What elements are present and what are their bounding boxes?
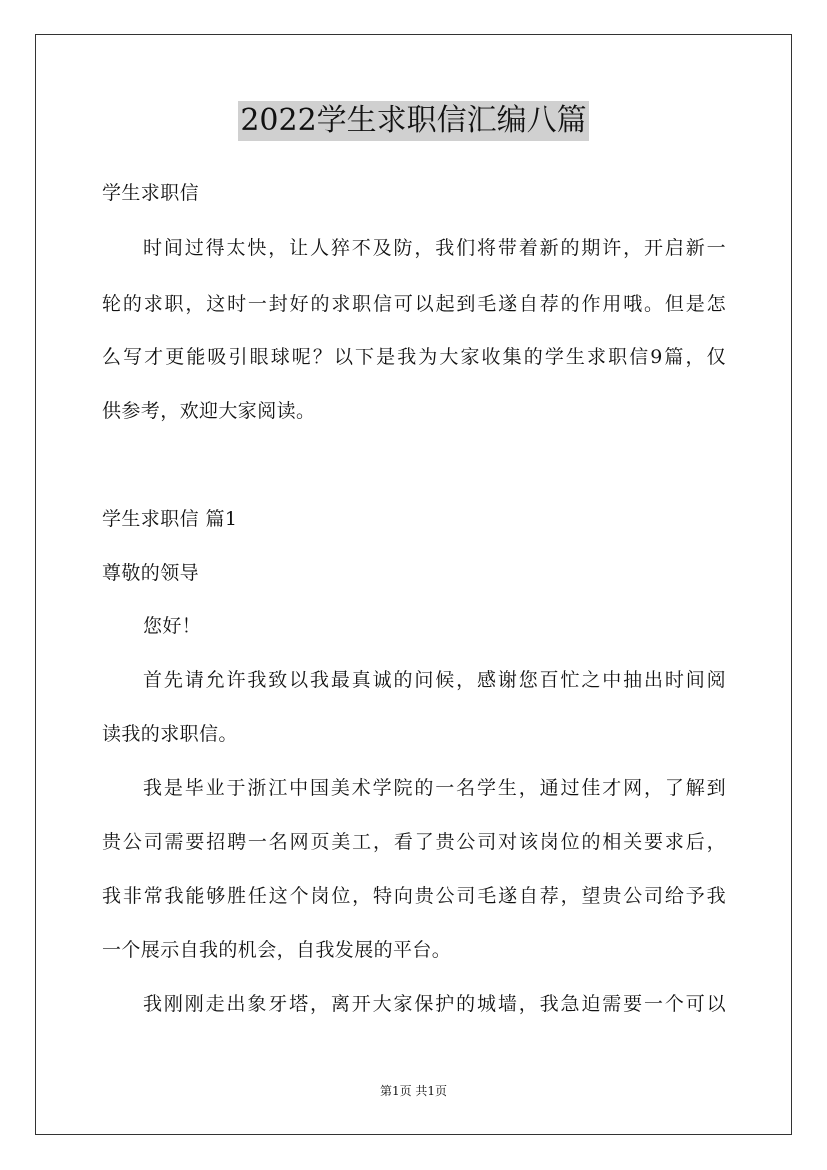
section-heading: 学生求职信 — [102, 182, 200, 204]
paragraph-line: 供参考，欢迎大家阅读。 — [102, 400, 316, 422]
paragraph-line: 轮的求职，这时一封好的求职信可以起到毛遂自荐的作用哦。但是怎 — [102, 293, 726, 315]
paragraph-line: 我是毕业于浙江中国美术学院的一名学生，通过佳才网，了解到 — [143, 777, 726, 799]
paragraph-line: 我刚刚走出象牙塔，离开大家保护的城墙，我急迫需要一个可以 — [143, 993, 726, 1015]
paragraph-line: 首先请允许我致以我最真诚的问候，感谢您百忙之中抽出时间阅 — [143, 669, 726, 691]
title-container — [0, 101, 827, 141]
salutation: 尊敬的领导 — [102, 562, 200, 584]
paragraph-line: 贵公司需要招聘一名网页美工，看了贵公司对该岗位的相关要求后， — [102, 831, 726, 853]
letter-heading: 学生求职信 篇1 — [102, 508, 238, 530]
document-title: 2022学生求职信汇编八篇 — [238, 101, 588, 141]
paragraph-line: 时间过得太快，让人猝不及防，我们将带着新的期许，开启新一 — [143, 237, 726, 259]
paragraph-line: 读我的求职信。 — [102, 723, 238, 745]
paragraph-line: 么写才更能吸引眼球呢？以下是我为大家收集的学生求职信9篇，仅 — [102, 346, 726, 368]
paragraph-line: 一个展示自我的机会，自我发展的平台。 — [102, 939, 452, 961]
page-footer: 第1页 共1页 — [379, 1084, 448, 1098]
greeting: 您好！ — [143, 615, 202, 637]
paragraph-line: 我非常我能够胜任这个岗位，特向贵公司毛遂自荐，望贵公司给予我 — [102, 885, 726, 907]
